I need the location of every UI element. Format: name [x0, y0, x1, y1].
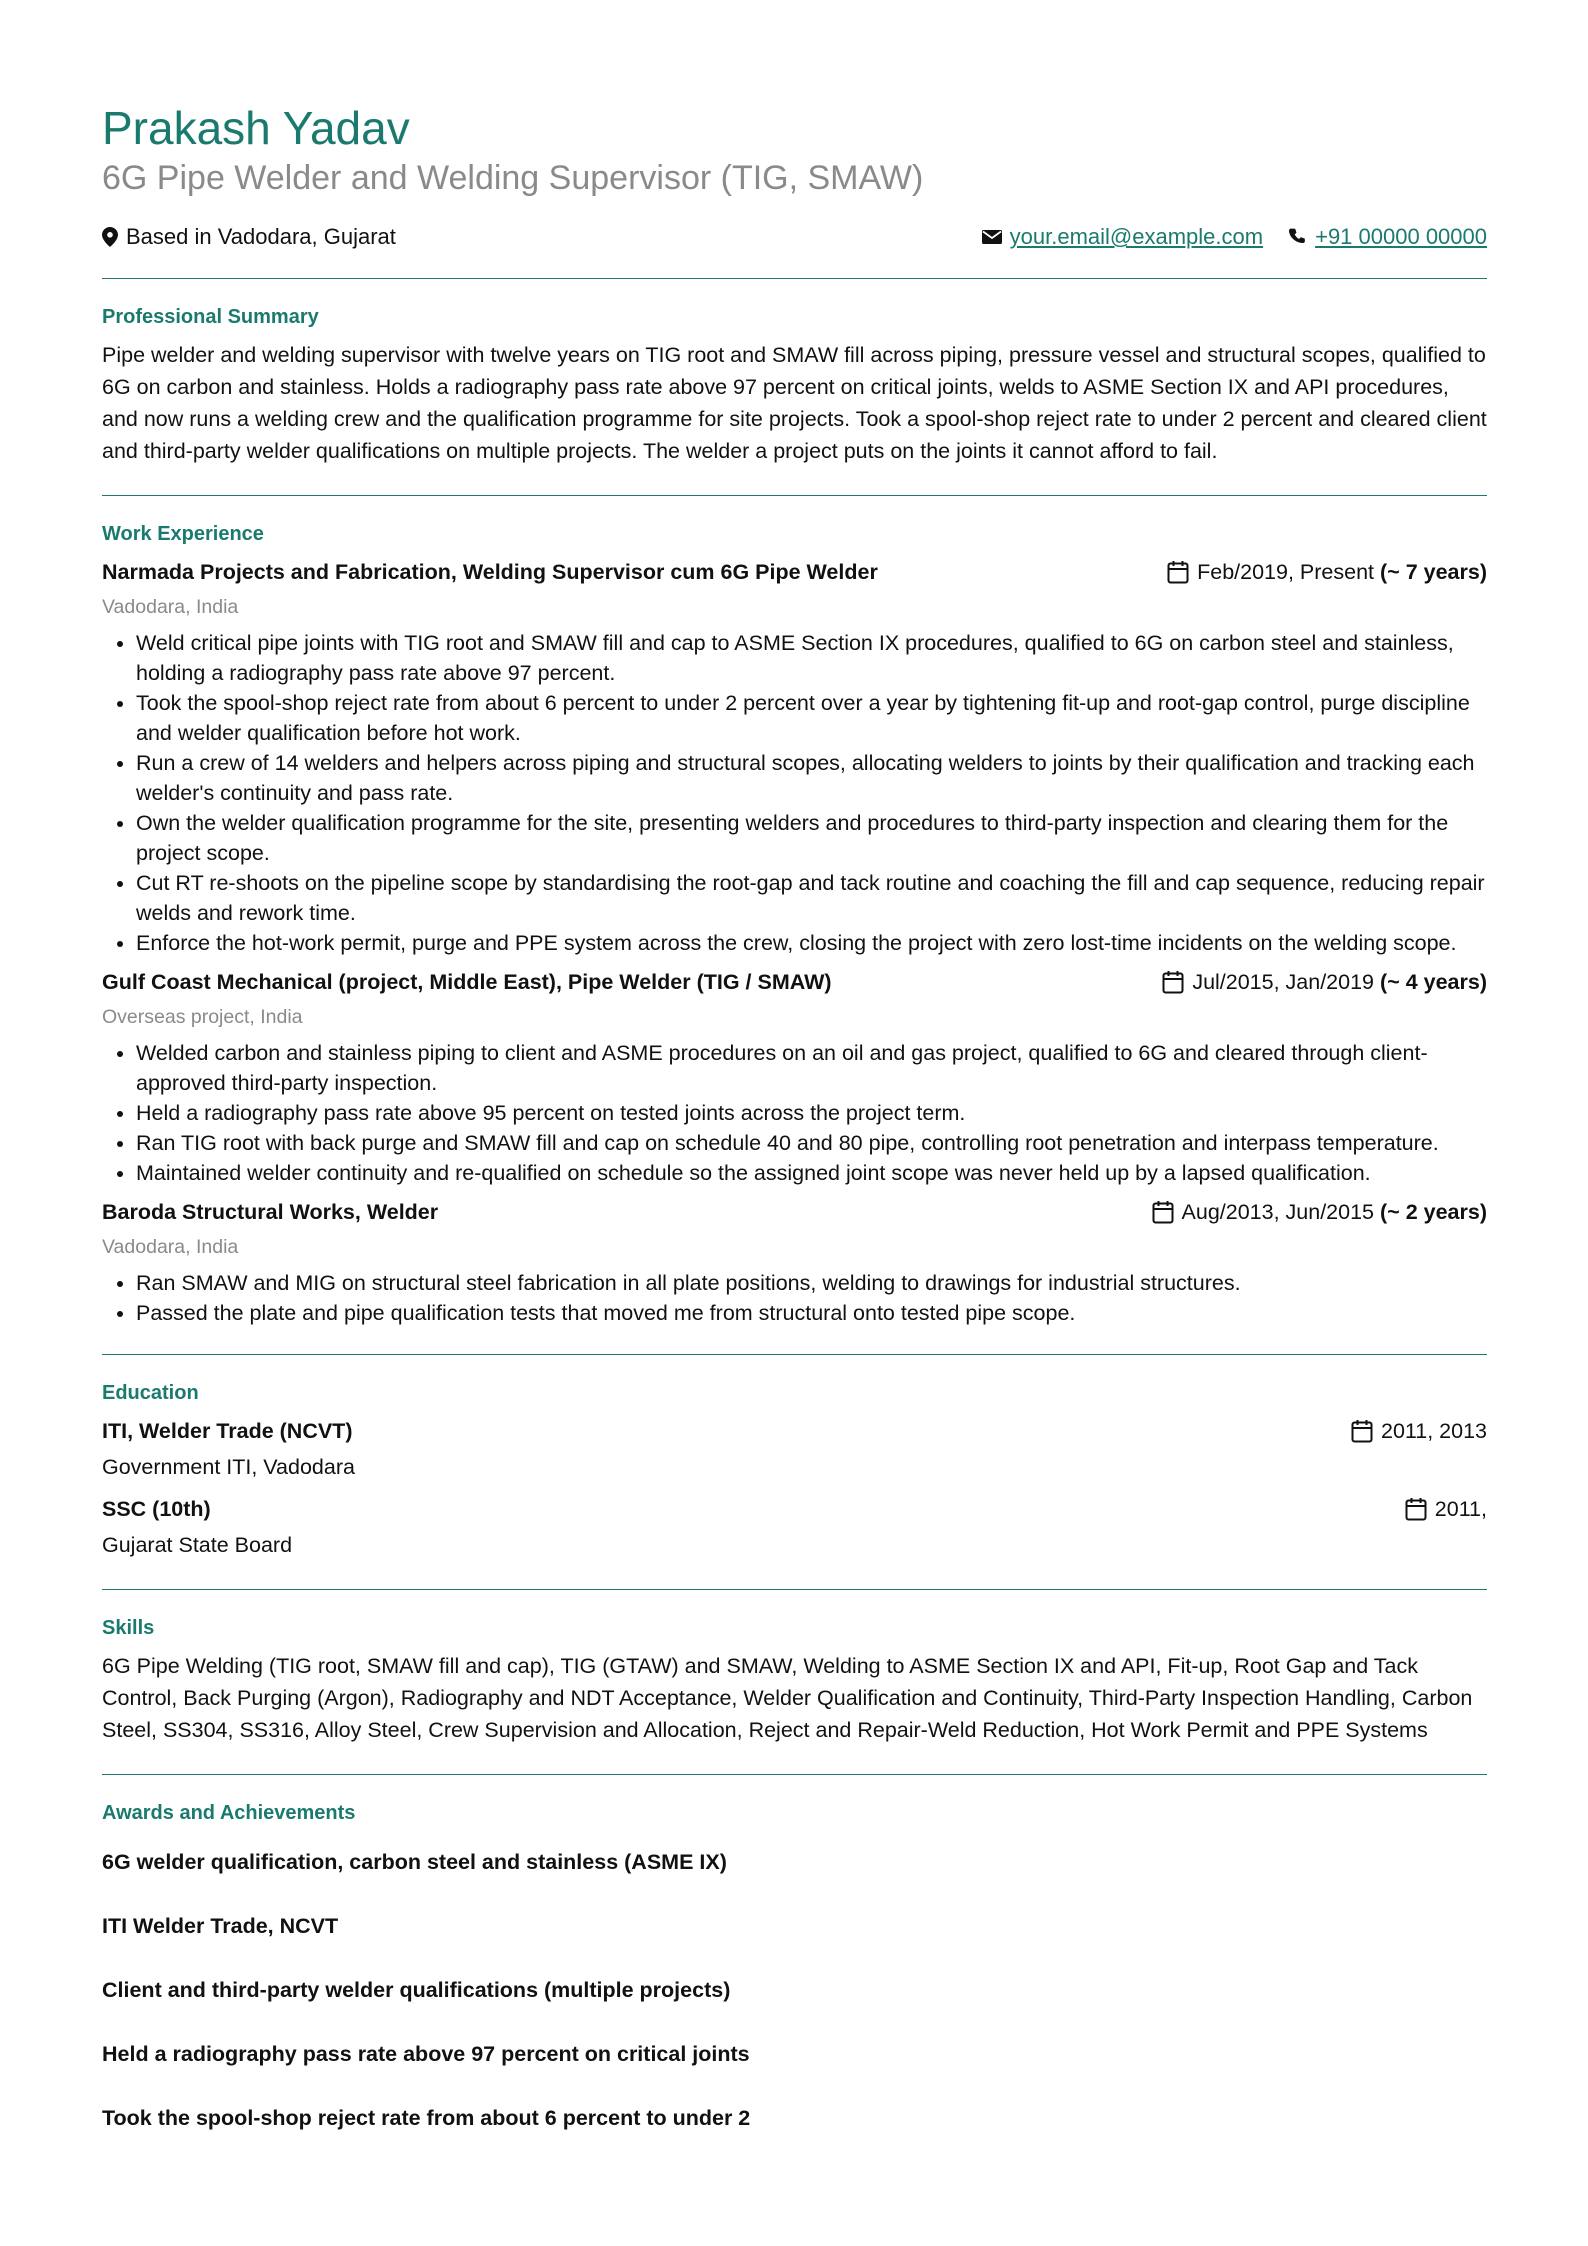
location-text: Based in Vadodara, Gujarat — [126, 224, 396, 249]
awards-section — [102, 1799, 1487, 2171]
job-location: Vadodara, India — [102, 596, 239, 618]
job-duration: (~ 4 years) — [1380, 970, 1487, 994]
education-institution: Government ITI, Vadodara — [102, 1455, 355, 1479]
job-duration: (~ 7 years) — [1380, 560, 1487, 584]
award-item: Held a radiography pass rate above 97 percent on critical joints — [102, 2042, 750, 2066]
calendar-icon — [1167, 560, 1189, 584]
map-pin-icon — [102, 227, 118, 247]
job-role: Welding Supervisor cum 6G Pipe Welder — [462, 560, 878, 584]
job-bullet: • Weld critical pipe joints with TIG root and SMAW fill and cap to ASME Section IX procedures, qualified to 6G on carbon steel and stainless, holding a radiography pass rate above 97 percent. — [136, 628, 1487, 688]
job-company: Gulf Coast Mechanical (project, Middle East) — [102, 970, 556, 994]
job-entry: Baroda Structural Works , Welder Aug/2013, Jun/2015 (~ 2 years) Vadodara, India • Ran SMAW and MIG on structural steel fabrication in all plate positions, welding to drawings for industrial structures. • Passed the plate and pipe qualification tests that moved me from structural onto tested pipe scope. — [102, 1196, 1487, 1328]
job-date-range: Jul/2015, Jan/2019 — [1192, 970, 1375, 994]
job-dates — [1152, 1196, 1487, 1228]
education-dates — [1405, 1493, 1487, 1525]
job-bullet: • Maintained welder continuity and re-qualified on schedule so the assigned joint scope was never held up by a lapsed qualification. — [136, 1158, 1487, 1188]
job-role: Pipe Welder (TIG / SMAW) — [567, 970, 832, 994]
summary-heading: Professional Summary — [102, 306, 319, 328]
contact-bar — [102, 222, 1487, 252]
calendar-icon — [1405, 1497, 1427, 1521]
section-divider — [102, 278, 1487, 279]
location-item — [102, 222, 396, 252]
award-item: Took the spool-shop reject rate from about 6 percent to under 2 — [102, 2106, 751, 2130]
education-degree: ITI, Welder Trade (NCVT) — [102, 1419, 353, 1443]
section-divider — [102, 1589, 1487, 1590]
phone-icon — [1289, 228, 1307, 246]
envelope-icon — [982, 229, 1002, 245]
education-date-range: 2011, 2013 — [1380, 1419, 1487, 1443]
job-bullet: • Welded carbon and stainless piping to client and ASME procedures on an oil and gas project, qualified to 6G and cleared through client-approved third-party inspection. — [136, 1038, 1487, 1098]
job-bullets — [102, 1038, 1487, 1188]
calendar-icon — [1351, 1419, 1373, 1443]
calendar-icon — [1162, 970, 1184, 994]
section-divider — [102, 1354, 1487, 1355]
job-dates — [1162, 966, 1487, 998]
education-institution: Gujarat State Board — [102, 1533, 293, 1557]
education-entry — [102, 1415, 1487, 1483]
phone-link[interactable]: +91 00000 00000 — [1315, 224, 1487, 249]
job-bullets — [102, 1268, 1487, 1328]
experience-section — [102, 520, 1487, 1340]
job-bullet: • Ran SMAW and MIG on structural steel fabrication in all plate positions, welding to drawings for industrial structures. — [136, 1268, 1487, 1298]
job-bullet: • Enforce the hot-work permit, purge and PPE system across the crew, closing the project with zero lost-time incidents on the welding scope. — [136, 928, 1487, 958]
summary-text: Pipe welder and welding supervisor with twelve years on TIG root and SMAW fill across piping, pressure vessel and structural scopes, qualified to 6G on carbon and stainless. Holds a radiography pass rate above 97 percent on critical joints, welds to ASME Section IX and API procedures, and now runs a welding crew and the qualification programme for site projects. Took a spool-shop reject rate to under 2 percent and cleared client and third-party welder qualifications on multiple projects. The welder a project puts on the joints it cannot afford to fail. — [102, 343, 1487, 463]
education-dates — [1351, 1415, 1487, 1447]
job-location: Vadodara, India — [102, 1236, 239, 1258]
award-item: ITI Welder Trade, NCVT — [102, 1914, 339, 1938]
job-entry: Narmada Projects and Fabrication , Welding Supervisor cum 6G Pipe Welder Feb/2019, Present (~ 7 years) Vadodara, India • Weld critical pipe joints with TIG root and SMAW fill and cap to ASME Section IX procedures, qualified to 6G on carbon steel and stainless, holding a radiography pass rate above 97 percent. • Took the spool-shop reject rate from about 6 percent to under 2 percent over a year by tightening fit-up and root-gap control, purge discipline and welder qualification before hot work. • Run a crew of 14 welders and helpers across piping and structural scopes, allocating welders to joints by their qualification and tracking each welder's continuity and pass rate. • Own the welder qualification programme for the site, presenting welders and procedures to third-party inspection and clearing them for the project scope. • Cut RT re-shoots on the pipeline scope by standardising the root-gap and tack routine and coaching the fill and cap sequence, reducing repair welds and rework time. • Enforce the hot-work permit, purge and PPE system across the crew, closing the project with zero lost-time incidents on the welding scope. — [102, 556, 1487, 958]
email-link[interactable]: your.email@example.com — [1009, 224, 1264, 249]
job-duration: (~ 2 years) — [1380, 1200, 1487, 1224]
award-item: Client and third-party welder qualifications (multiple projects) — [102, 1978, 731, 2002]
education-entry — [102, 1493, 1487, 1561]
candidate-title: 6G Pipe Welder and Welding Supervisor (TIG, SMAW) — [102, 159, 924, 197]
experience-heading: Work Experience — [102, 523, 264, 545]
job-date-range: Feb/2019, Present — [1197, 560, 1375, 584]
calendar-icon — [1152, 1200, 1174, 1224]
job-entry: Gulf Coast Mechanical (project, Middle East) , Pipe Welder (TIG / SMAW) Jul/2015, Jan/2019 (~ 4 years) Overseas project, India • Welded carbon and stainless piping to client and ASME procedures on an oil and gas project, qualified to 6G and cleared through client-approved third-party inspection. • Held a radiography pass rate above 95 percent on tested joints across the project term. • Ran TIG root with back purge and SMAW fill and cap on schedule 40 and 80 pipe, controlling root penetration and interpass temperature. • Maintained welder continuity and re-qualified on schedule so the assigned joint scope was never held up by a lapsed qualification. — [102, 966, 1487, 1188]
job-bullet: • Cut RT re-shoots on the pipeline scope by standardising the root-gap and tack routine and coaching the fill and cap sequence, reducing repair welds and rework time. — [136, 868, 1487, 928]
job-bullets — [102, 628, 1487, 958]
award-item: 6G welder qualification, carbon steel and stainless (ASME IX) — [102, 1850, 727, 1874]
summary-section — [102, 303, 1487, 495]
job-date-range: Aug/2013, Jun/2015 — [1181, 1200, 1375, 1224]
job-bullet: • Ran TIG root with back purge and SMAW fill and cap on schedule 40 and 80 pipe, controlling root penetration and interpass temperature. — [136, 1128, 1487, 1158]
education-degree: SSC (10th) — [102, 1497, 211, 1521]
section-divider — [102, 1774, 1487, 1775]
education-heading: Education — [102, 1382, 199, 1404]
awards-heading: Awards and Achievements — [102, 1802, 356, 1824]
section-divider — [102, 495, 1487, 496]
phone-item[interactable] — [1289, 222, 1487, 252]
skills-section — [102, 1614, 1487, 1774]
education-date-range: 2011, — [1434, 1497, 1487, 1521]
job-role: Welder — [366, 1200, 439, 1224]
job-bullet: • Passed the plate and pipe qualification tests that moved me from structural onto tested pipe scope. — [136, 1298, 1487, 1328]
job-bullet: • Held a radiography pass rate above 95 percent on tested joints across the project term. — [136, 1098, 1487, 1128]
job-location: Overseas project, India — [102, 1006, 303, 1028]
job-company: Narmada Projects and Fabrication — [102, 560, 451, 584]
job-bullet: • Own the welder qualification programme for the site, presenting welders and procedures to third-party inspection and clearing them for the project scope. — [136, 808, 1487, 868]
job-bullet: • Run a crew of 14 welders and helpers across piping and structural scopes, allocating welders to joints by their qualification and tracking each welder's continuity and pass rate. — [136, 748, 1487, 808]
education-section — [102, 1379, 1487, 1589]
skills-text: 6G Pipe Welding (TIG root, SMAW fill and cap), TIG (GTAW) and SMAW, Welding to ASME Section IX and API, Fit-up, Root Gap and Tack Control, Back Purging (Argon), Radiography and NDT Acceptance, Welder Qualification and Continuity, Third-Party Inspection Handling, Carbon Steel, SS304, SS316, Alloy Steel, Crew Supervision and Allocation, Reject and Repair-Weld Reduction, Hot Work Permit and PPE Systems — [102, 1654, 1473, 1742]
job-bullet: • Took the spool-shop reject rate from about 6 percent to under 2 percent over a year by tightening fit-up and root-gap control, purge discipline and welder qualification before hot work. — [136, 688, 1487, 748]
candidate-name: Prakash Yadav — [102, 102, 410, 154]
email-item[interactable] — [982, 222, 1263, 252]
job-company: Baroda Structural Works — [102, 1200, 355, 1224]
skills-heading: Skills — [102, 1617, 155, 1639]
job-dates — [1167, 556, 1487, 588]
